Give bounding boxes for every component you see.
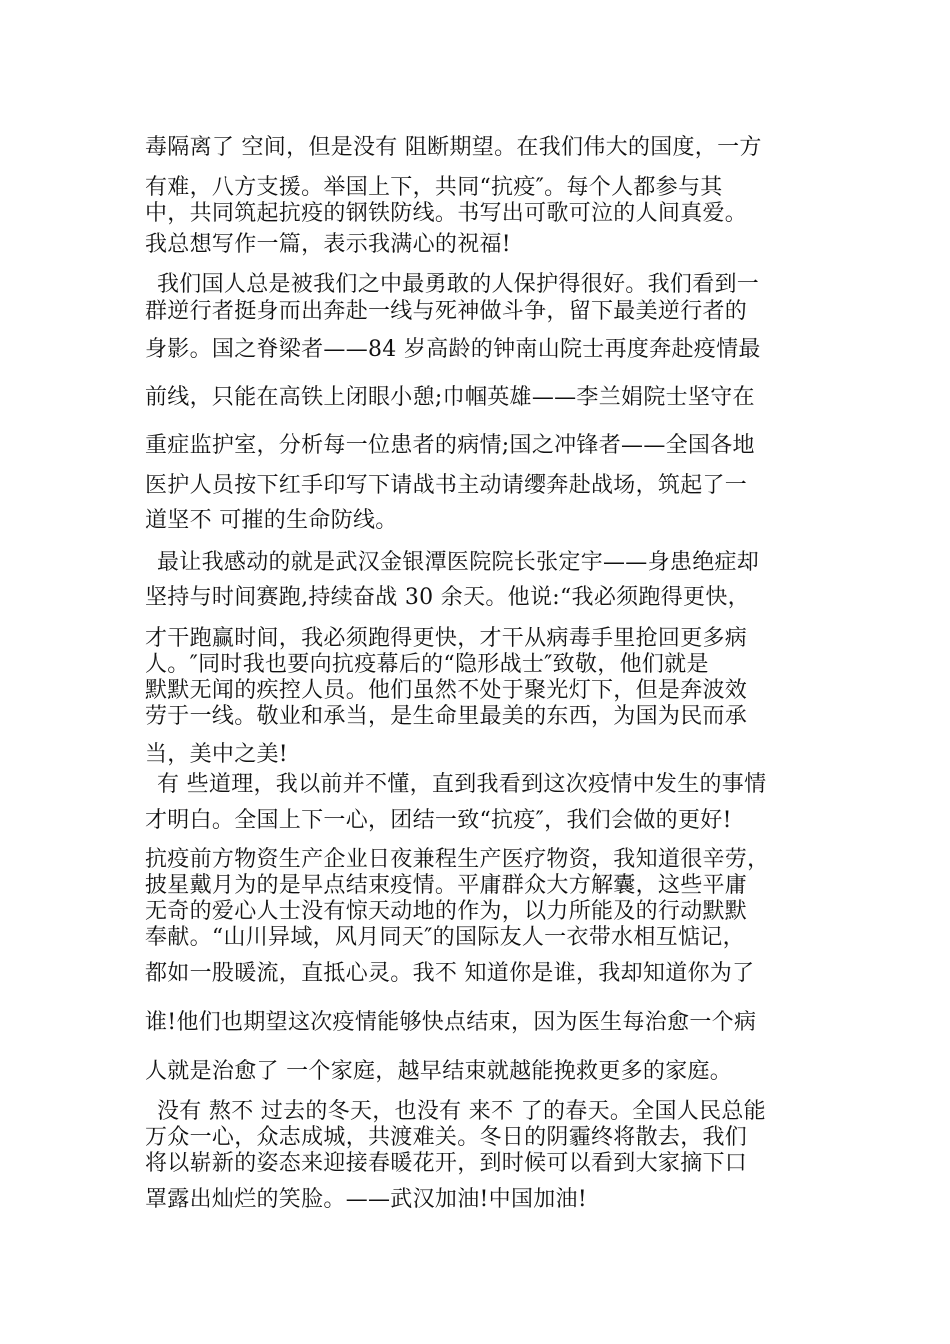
text-line: 默默无闻的疾控人员。他们虽然不处于聚光灯下，但是奔波效 [145,678,748,703]
text-line: 有难，八方支援。举国上下，共同“抗疫″。每个人都参与其 [145,175,723,200]
text-line: 坚持与时间赛跑,持续奋战 30 余天。他说:“我必须跑得更快， [145,585,750,610]
text-line: 披星戴月为的是早点结束疫情。平庸群众大方解囊，这些平庸 [145,873,748,898]
text-line: 才明白。全国上下一心，团结一致“抗疫″，我们会做的更好! [145,808,732,833]
text-line: 重症监护室，分析每一位患者的病情;国之冲锋者——全国各地 [145,433,755,458]
text-line: 无奇的爱心人士没有惊天动地的作为，以力所能及的行动默默 [145,899,748,924]
text-line: 道坚不 可摧的生命防线。 [145,508,398,533]
text-line: 将以崭新的姿态来迎接春暖花开，到时候可以看到大家摘下口 [145,1151,748,1176]
text-line: 最让我感动的就是武汉金银潭医院院长张定宇——身患绝症却 [157,550,760,575]
text-line: 前线，只能在高铁上闭眼小憩;巾帼英雄——李兰娟院士坚守在 [145,385,755,410]
text-line: 群逆行者挺身而出奔赴一线与死神做斗争，留下最美逆行者的 [145,299,748,324]
text-line: 人。″同时我也要向抗疫幕后的“隐形战士″致敬，他们就是 [145,652,709,677]
text-line: 医护人员按下红手印写下请战书主动请缨奔赴战场，筑起了一 [145,473,748,498]
text-line: 中，共同筑起抗疫的钢铁防线。书写出可歌可泣的人间真爱。 [145,201,748,226]
text-line: 身影。国之脊梁者——84 岁高龄的钟南山院士再度奔赴疫情最 [145,337,761,362]
text-line: 劳于一线。敬业和承当，是生命里最美的东西，为国为民而承 [145,704,748,729]
text-line: 没有 熬不 过去的冬天，也没有 来不 了的春天。全国人民总能 [157,1099,766,1124]
text-line: 都如一股暖流，直抵心灵。我不 知道你是谁，我却知道你为了 [145,961,755,986]
text-line: 我们国人总是被我们之中最勇敢的人保护得很好。我们看到一 [157,272,760,297]
text-line: 毒隔离了 空间，但是没有 阻断期望。在我们伟大的国度，一方 [145,135,762,160]
text-line: 万众一心，众志成城，共渡难关。冬日的阴霾终将散去，我们 [145,1125,748,1150]
text-line: 奉献。“山川异域，风月同天″的国际友人一衣带水相互惦记， [145,925,745,950]
text-line: 有 些道理，我以前并不懂，直到我看到这次疫情中发生的事情 [157,772,767,797]
text-line: 谁!他们也期望这次疫情能够快点结束，因为医生每治愈一个病 [145,1010,757,1035]
text-line: 抗疫前方物资生产企业日夜兼程生产医疗物资，我知道很辛劳， [145,847,770,872]
text-line: 当，美中之美! [145,742,288,767]
text-line: 我总想写作一篇，表示我满心的祝福! [145,232,511,257]
text-line: 罩露出灿烂的笑脸。——武汉加油!中国加油! [145,1187,587,1212]
text-line: 人就是治愈了 一个家庭，越早结束就越能挽救更多的家庭。 [145,1059,733,1084]
text-line: 才干跑赢时间，我必须跑得更快，才干从病毒手里抢回更多病 [145,626,748,651]
